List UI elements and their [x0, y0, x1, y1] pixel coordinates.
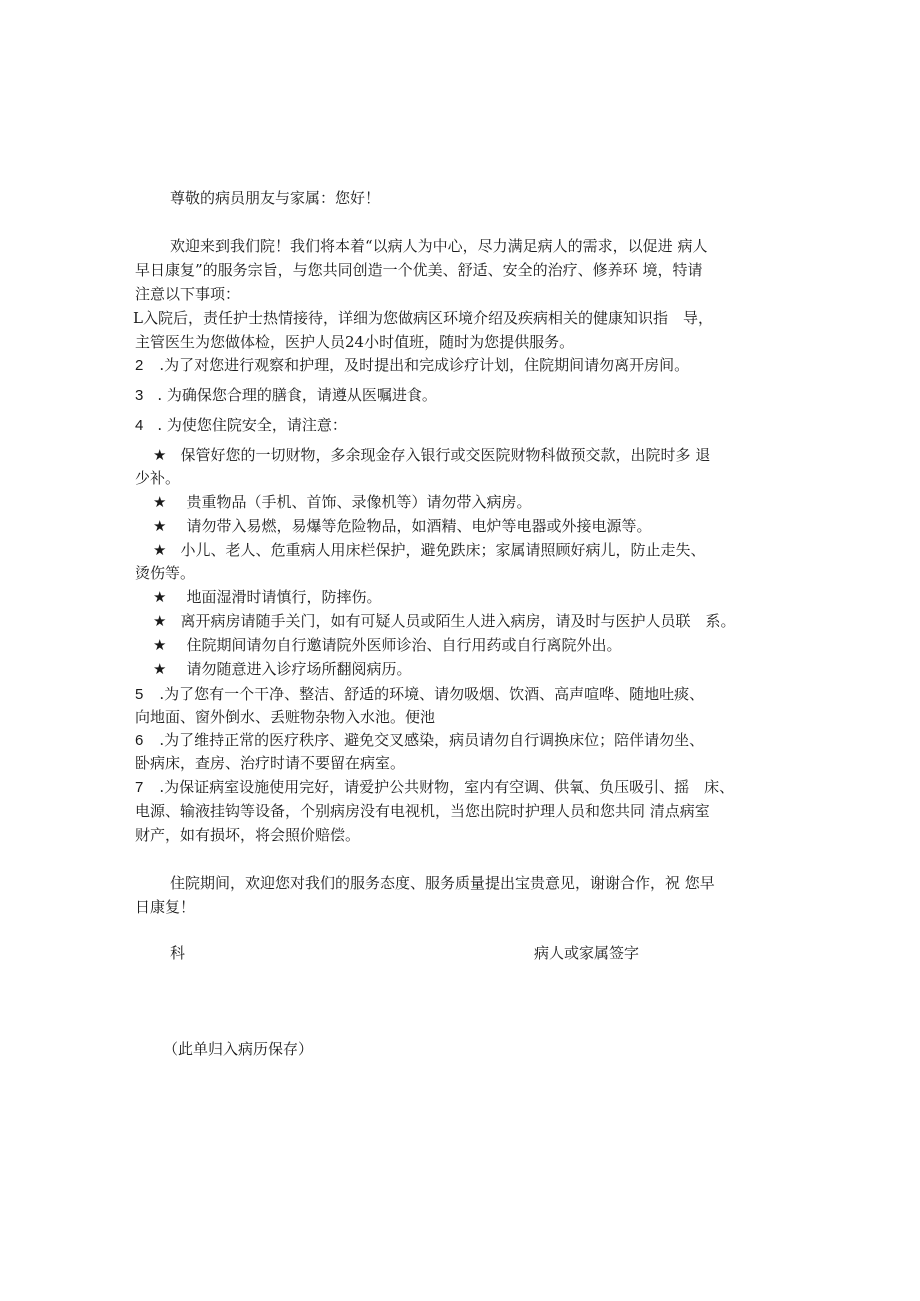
safety-item-5-text: 地面湿滑时请慎行，防摔伤。	[186, 588, 382, 606]
star-bullet-icon: ★	[153, 493, 167, 511]
item-2-number: 2	[135, 357, 144, 374]
item-7-line-1	[135, 775, 734, 800]
safety-item-8	[153, 657, 411, 681]
item-2	[135, 353, 689, 378]
item-6-number: 6	[135, 732, 144, 749]
closing-line-2: 日康复！	[135, 898, 196, 916]
safety-item-2	[153, 490, 531, 514]
safety-item-4-text: 小儿、老人、危重病人用床栏保护，避免跌床；家属请照顾好病儿，防止走失、	[180, 541, 706, 559]
item-6-text: .为了维持正常的医疗秩序、避免交叉感染，病员请勿自行调换床位；陪伴请勿坐、	[159, 731, 705, 749]
safety-item-7-text: 住院期间请勿自行邀请院外医师诊治、自行用药或自行离院外出。	[186, 636, 622, 654]
safety-item-5	[153, 585, 381, 609]
item-3-number: 3	[135, 387, 144, 404]
star-bullet-icon: ★	[153, 612, 167, 630]
intro-line-1: 欢迎来到我们院！我们将本着“以病人为中心，尽力满足病人的需求，以促进 病人	[170, 237, 708, 255]
safety-item-6-text: 离开病房请随手关门，如有可疑人员或陌生人进入病房，请及时与医护人员联 系。	[180, 612, 736, 630]
department-label: 科	[170, 944, 186, 962]
item-2-text: .为了对您进行观察和护理，及时提出和完成诊疗计划，住院期间请勿离开房间。	[159, 356, 690, 374]
item-1-line-2: 主管医生为您做体检，医护人员24小时值班，随时为您提供服务。	[135, 333, 575, 351]
star-bullet-icon: ★	[153, 446, 167, 464]
item-5-line-1	[135, 682, 704, 707]
item-4-number: 4	[135, 417, 144, 434]
item-4	[135, 413, 347, 438]
signature-label: 病人或家属签字	[534, 944, 640, 962]
safety-item-4-line-2: 烫伤等。	[135, 564, 196, 582]
safety-item-7	[153, 633, 621, 657]
safety-item-6	[153, 609, 735, 633]
safety-item-3	[153, 514, 651, 538]
safety-item-1-line-1	[153, 443, 710, 467]
intro-line-3: 注意以下事项：	[135, 285, 241, 303]
safety-item-1-line-2: 少补。	[135, 469, 181, 487]
star-bullet-icon: ★	[153, 517, 167, 535]
safety-item-2-text: 贵重物品（手机、首饰、录像机等）请勿带入病房。	[186, 493, 532, 511]
item-7-line-2: 电源、输液挂钩等设备，个别病房没有电视机，当您出院时护理人员和您共同 清点病室	[135, 802, 710, 820]
item-1-line-1: L入院后，责任护士热情接待，详细为您做病区环境介绍及疾病相关的健康知识指 导，	[133, 309, 713, 327]
safety-item-3-text: 请勿带入易燃，易爆等危险物品，如酒精、电炉等电器或外接电源等。	[186, 517, 652, 535]
item-7-text: .为保证病室设施使用完好，请爱护公共财物，室内有空调、供氧、负压吸引、摇 床、	[159, 778, 735, 796]
item-5-line-2: 向地面、窗外倒水、丢赃物杂物入水池。便池	[135, 708, 436, 726]
item-7-number: 7	[135, 779, 144, 796]
intro-line-2: 早日康复”的服务宗旨，与您共同创造一个优美、舒适、安全的治疗、修养环 境，特请	[135, 261, 703, 279]
greeting: 尊敬的病员朋友与家属：您好！	[170, 189, 381, 207]
closing-line-1: 住院期间，欢迎您对我们的服务态度、服务质量提出宝贵意见，谢谢合作，祝 您早	[170, 874, 715, 892]
item-4-text: . 为使您住院安全，请注意：	[157, 416, 347, 434]
item-3-text: . 为确保您合理的膳食，请遵从医嘱进食。	[157, 386, 437, 404]
item-5-number: 5	[135, 686, 144, 703]
safety-item-4-line-1	[153, 538, 705, 562]
item-7-line-3: 财产，如有损坏，将会照价赔偿。	[135, 826, 361, 844]
item-6-line-2: 卧病床，查房、治疗时请不要留在病室。	[135, 754, 406, 772]
star-bullet-icon: ★	[153, 636, 167, 654]
star-bullet-icon: ★	[153, 541, 167, 559]
footer-note: （此单归入病历保存）	[163, 1040, 314, 1058]
item-3	[135, 383, 437, 408]
star-bullet-icon: ★	[153, 660, 167, 678]
item-6-line-1	[135, 728, 704, 753]
safety-item-1-text: 保管好您的一切财物，多余现金存入银行或交医院财物科做预交款，出院时多 退	[180, 446, 711, 464]
star-bullet-icon: ★	[153, 588, 167, 606]
item-5-text: .为了您有一个干净、整洁、舒适的环境、请勿吸烟、饮酒、高声喧哗、随地吐痰、	[159, 685, 705, 703]
safety-item-8-text: 请勿随意进入诊疗场所翻阅病历。	[186, 660, 412, 678]
